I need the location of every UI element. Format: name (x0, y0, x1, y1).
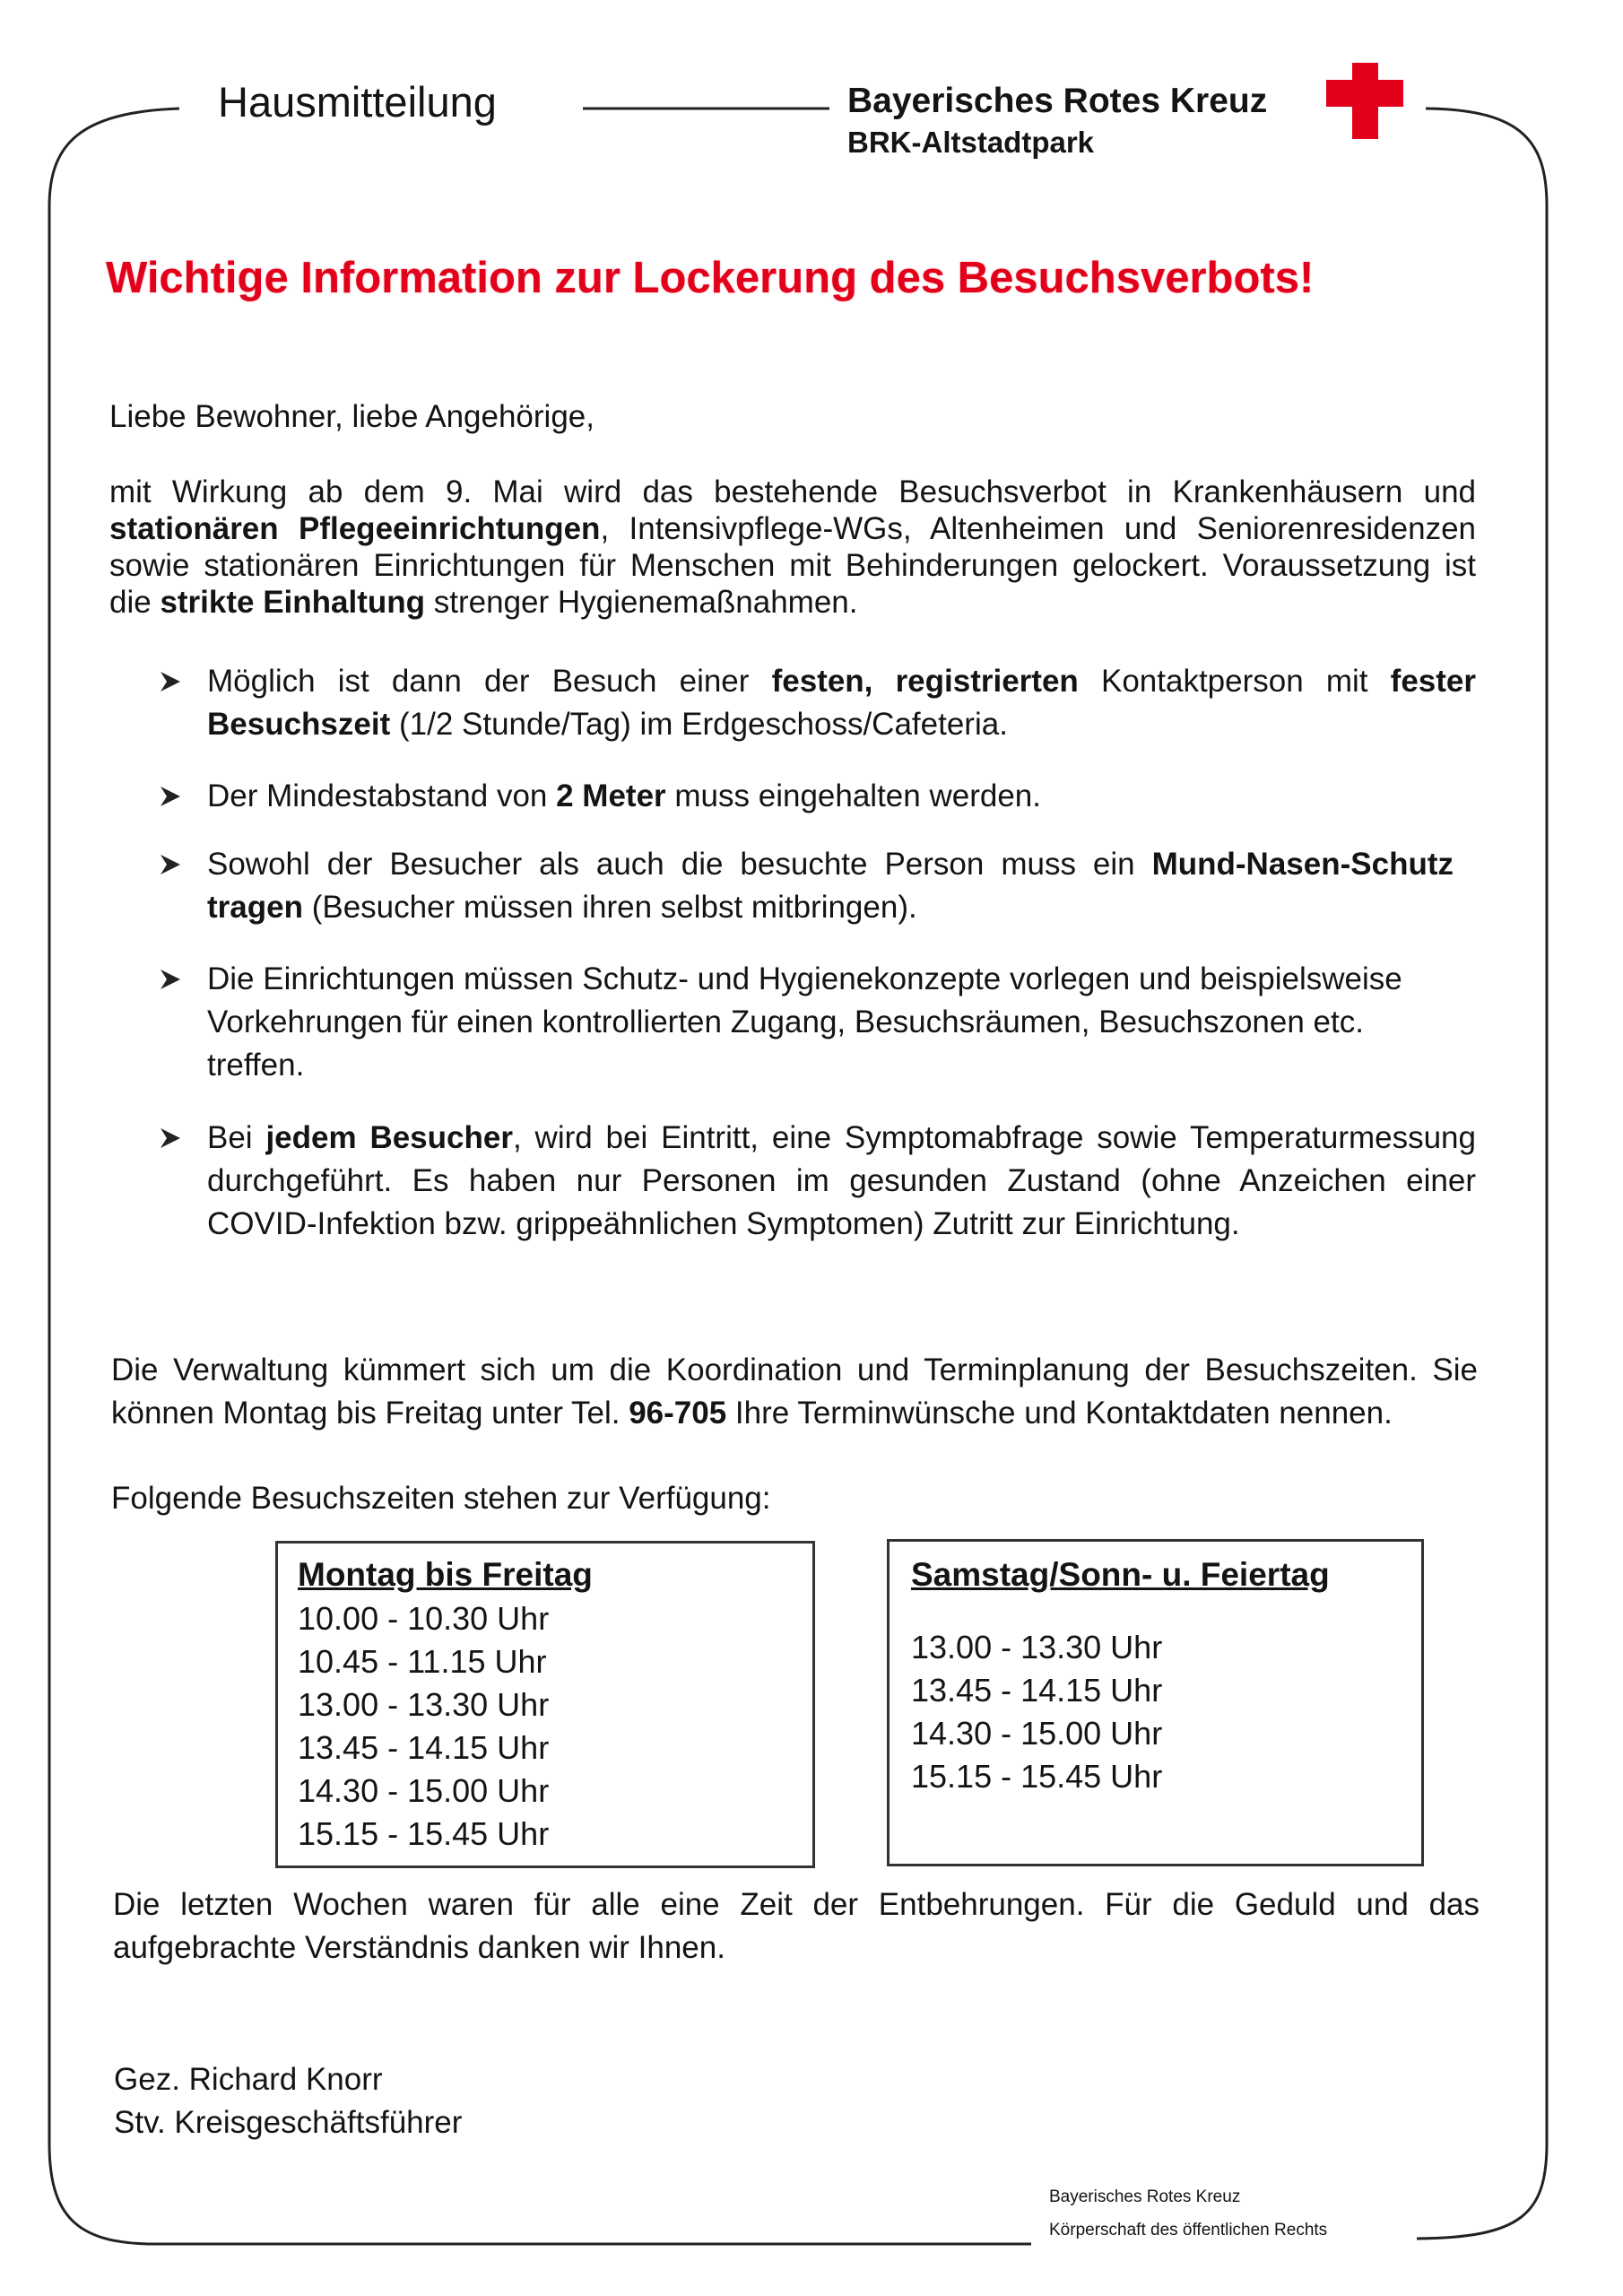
weekday-times-list (298, 1597, 549, 1856)
time-slot: 14.30 - 15.00 Uhr (298, 1772, 550, 1809)
footer-org-name: Bayerisches Rotes Kreuz (1049, 2187, 1241, 2206)
signature-role: Stv. Kreisgeschäftsführer (114, 2105, 463, 2140)
time-slot: 13.45 - 14.15 Uhr (911, 1672, 1163, 1709)
arrow-bullet-icon (158, 775, 185, 818)
time-slot: 10.45 - 11.15 Uhr (298, 1643, 547, 1680)
schedule-intro: Folgende Besuchszeiten stehen zur Verfügung: (111, 1481, 771, 1516)
time-slot: 15.15 - 15.45 Uhr (298, 1815, 550, 1852)
footer-legal-form: Körperschaft des öffentlichen Rechts (1049, 2221, 1328, 2239)
time-slot: 13.00 - 13.30 Uhr (298, 1686, 550, 1723)
bullet-item-1: Möglich ist dann der Besuch einer festen, registrierten Kontaktperson mit fester Besuchszeit (1/2 Stunde/Tag) im Erdgeschoss/Cafeteria. (207, 664, 1476, 742)
organization-name: Bayerisches Rotes Kreuz (847, 82, 1268, 120)
weekend-schedule-title: Samstag/Sonn- u. Feiertag (911, 1556, 1330, 1593)
bullet-item-5: Bei jedem Besucher, wird bei Eintritt, eine Symptomabfrage sowie Temperaturmessung durchgeführt. Es haben nur Personen im gesunden Zustand (ohne Anzeichen einer COVID-Infektion bzw. grippeähnlichen Symptomen) Zutritt zur Einrichtung. (207, 1120, 1476, 1241)
time-slot: 15.15 - 15.45 Uhr (911, 1758, 1163, 1795)
arrow-bullet-icon (158, 958, 185, 1001)
time-slot: 10.00 - 10.30 Uhr (298, 1600, 550, 1637)
salutation: Liebe Bewohner, liebe Angehörige, (109, 399, 595, 434)
bullet-item-3: Sowohl der Besucher als auch die besuchte Person muss ein Mund-Nasen-Schutz tragen (Besucher müssen ihren selbst mitbringen). (207, 847, 1454, 925)
document-type-title: Hausmitteilung (218, 78, 497, 126)
bullet-item-2: Der Mindestabstand von 2 Meter muss eingehalten werden. (207, 778, 1041, 813)
facility-name: BRK-Altstadtpark (847, 126, 1095, 159)
time-slot: 13.45 - 14.15 Uhr (298, 1729, 550, 1766)
intro-paragraph: mit Wirkung ab dem 9. Mai wird das bestehende Besuchsverbot in Krankenhäusern und stationären Pflegeeinrichtungen, Intensivpflege-WGs, Altenheimen und Seniorenresidenzen sowie stationären Einrichtungen für Menschen mit Behinderungen gelockert. Voraussetzung ist die strikte Einhaltung strenger Hygienemaßnahmen. (109, 474, 1476, 620)
bullet-item-4: Die Einrichtungen müssen Schutz- und Hygienekonzepte vorlegen und beispielsweise Vorkehrungen für einen kontrollierten Zugang, Besuchsräumen, Besuchszonen etc. treffen. (207, 961, 1402, 1083)
administration-paragraph: Die Verwaltung kümmert sich um die Koordination und Terminplanung der Besuchszeiten. Sie können Montag bis Freitag unter Tel. 96-705 Ihre Terminwünsche und Kontaktdaten nennen. (111, 1352, 1478, 1431)
signature-name: Gez. Richard Knorr (114, 2062, 383, 2097)
time-slot: 14.30 - 15.00 Uhr (911, 1715, 1163, 1752)
arrow-bullet-icon (158, 843, 185, 886)
weekday-schedule-title: Montag bis Freitag (298, 1556, 593, 1593)
weekend-times-list (911, 1626, 1162, 1798)
arrow-bullet-icon (158, 1117, 185, 1160)
weekend-schedule-box (887, 1539, 1424, 1866)
time-slot: 13.00 - 13.30 Uhr (911, 1629, 1163, 1665)
closing-paragraph: Die letzten Wochen waren für alle eine Zeit der Entbehrungen. Für die Geduld und das aufgebrachte Verständnis danken wir Ihnen. (113, 1887, 1480, 1965)
arrow-bullet-icon (158, 660, 185, 703)
headline: Wichtige Information zur Lockerung des Besuchsverbots! (106, 254, 1315, 302)
weekday-schedule-box (275, 1541, 815, 1868)
